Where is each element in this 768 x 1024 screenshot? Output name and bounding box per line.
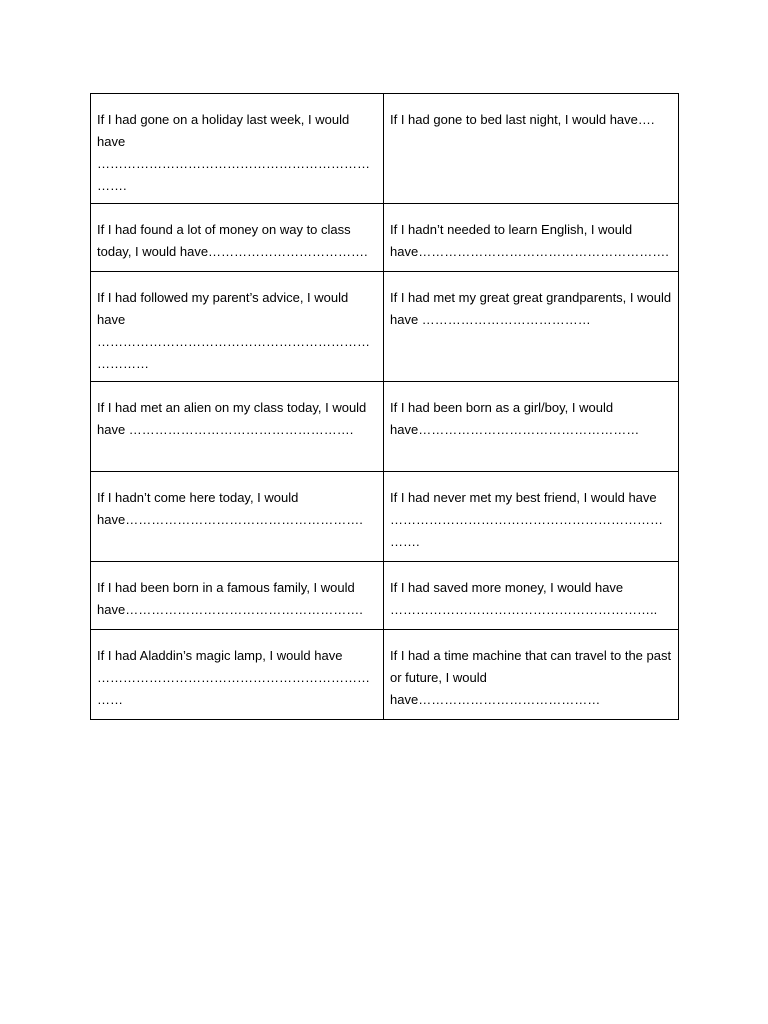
card-text: If I had Aladdin’s magic lamp, I would have …………………………………………………………… bbox=[97, 648, 370, 707]
table-row bbox=[91, 472, 679, 562]
table-row bbox=[91, 204, 679, 272]
card-text: If I had gone to bed last night, I would have…. bbox=[390, 112, 655, 127]
table-row bbox=[91, 630, 679, 720]
card-text: If I had saved more money, I would have …………………………………………………….. bbox=[390, 580, 658, 617]
card-cell bbox=[384, 272, 679, 382]
card-text: If I had gone on a holiday last week, I would have ……………………………………………………………. bbox=[97, 112, 370, 193]
card-text: If I had a time machine that can travel to the past or future, I would have…………………………………… bbox=[390, 648, 672, 707]
card-text: If I had never met my best friend, I would have ……………………………………………………………. bbox=[390, 490, 663, 549]
card-text: If I had found a lot of money on way to class today, I would have………………………………. bbox=[97, 222, 368, 259]
table-row bbox=[91, 94, 679, 204]
card-text: If I had followed my parent’s advice, I would have ………………………………………………………………… bbox=[97, 290, 370, 371]
card-cell bbox=[384, 472, 679, 562]
card-text: If I had been born in a famous family, I would have………………………………………………. bbox=[97, 580, 363, 617]
card-cell bbox=[91, 204, 384, 272]
card-cell bbox=[384, 94, 679, 204]
card-cell bbox=[384, 562, 679, 630]
card-cell bbox=[384, 382, 679, 472]
card-cell bbox=[384, 630, 679, 720]
card-cell bbox=[91, 562, 384, 630]
sentence-card-table bbox=[90, 93, 679, 720]
card-cell bbox=[384, 204, 679, 272]
card-cell bbox=[91, 472, 384, 562]
card-cell bbox=[91, 630, 384, 720]
card-text: If I had been born as a girl/boy, I would have…………………………………………… bbox=[390, 400, 640, 437]
card-cell bbox=[91, 272, 384, 382]
card-text: If I hadn’t needed to learn English, I would have…………………………………………………. bbox=[390, 222, 669, 259]
card-text: If I had met an alien on my class today, I would have ……………………………………………. bbox=[97, 400, 367, 437]
table-row bbox=[91, 382, 679, 472]
table-row bbox=[91, 562, 679, 630]
table-row bbox=[91, 272, 679, 382]
card-cell bbox=[91, 382, 384, 472]
card-text: If I had met my great great grandparents, I would have ………………………………… bbox=[390, 290, 672, 327]
card-cell bbox=[91, 94, 384, 204]
card-text: If I hadn’t come here today, I would have………………………………………………. bbox=[97, 490, 363, 527]
